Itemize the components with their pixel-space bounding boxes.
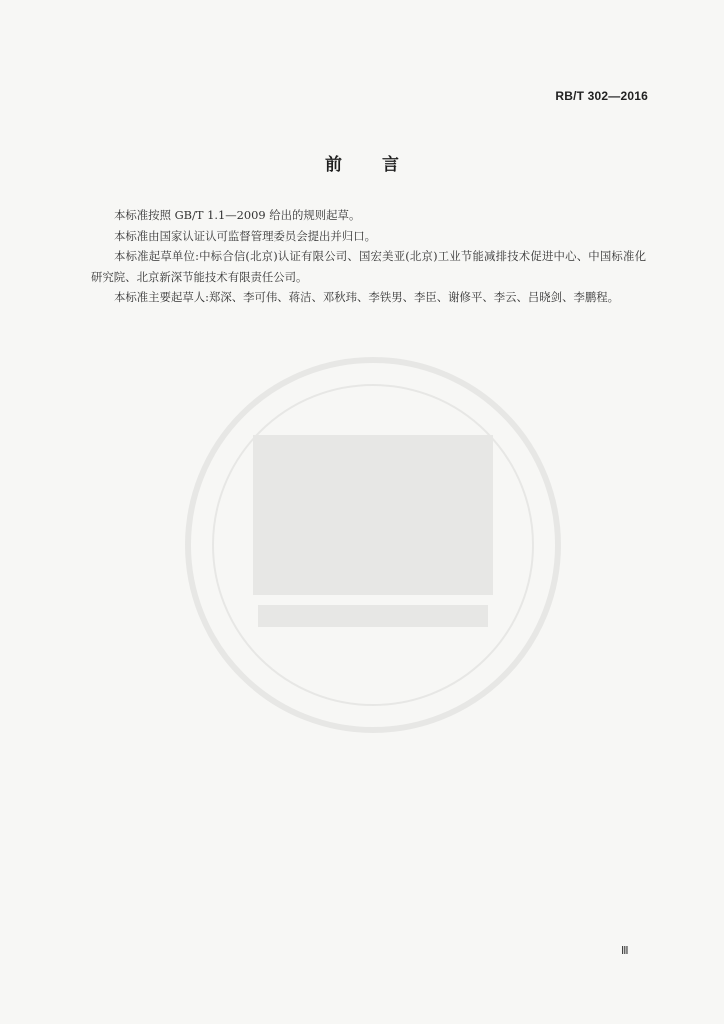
page-title: 前言	[325, 155, 439, 175]
paragraph-proposer: 本标准由国家认证认可监督管理委员会提出并归口。	[114, 228, 376, 243]
foreword-body	[91, 205, 646, 308]
paragraph-drafting-units: 本标准起草单位:中标合信(北京)认证有限公司、国宏美亚(北京)工业节能减排技术促进中心、中国标准化研究院、北京新深节能技术有限责任公司。	[91, 249, 646, 284]
paragraph-drafters: 本标准主要起草人:郑深、李可伟、蒋洁、邓秋玮、李铁男、李臣、谢修平、李云、吕晓剑、李鹏程。	[114, 290, 620, 305]
watermark-seal	[178, 350, 568, 740]
paragraph-drafting-rules: 本标准按照 GB/T 1.1—2009 给出的规则起草。	[114, 208, 361, 222]
document-code: RB/T 302—2016	[555, 89, 648, 103]
page-number: Ⅲ	[621, 945, 629, 957]
